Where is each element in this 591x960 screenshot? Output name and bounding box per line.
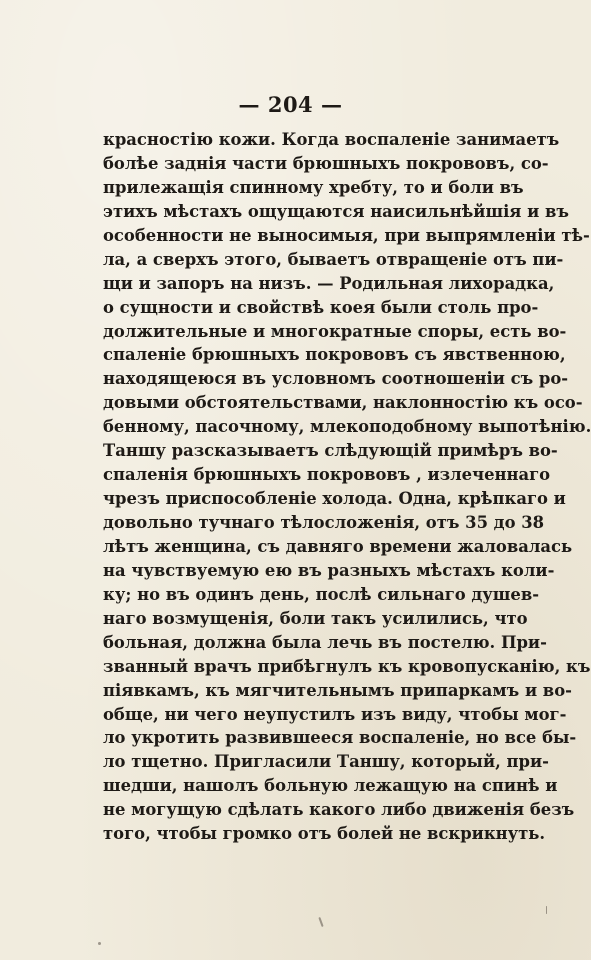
text-line: красностію кожи. Когда воспаленіе занимаетъ — [103, 130, 560, 149]
text-line: довольно тучнаго тѣлосложенія, отъ 35 до 38 — [103, 513, 545, 532]
text-line: того, чтобы громко отъ болей не вскрикнуть. — [103, 824, 546, 844]
text-line: ку; но въ одинъ день, послѣ сильнаго душев- — [103, 584, 540, 604]
text-line: піявкамъ, къ мягчительнымъ припаркамъ и во- — [103, 680, 572, 700]
text-line: о сущности и свойствѣ коея были столь про- — [103, 297, 539, 317]
text-line: щи и запоръ на низъ. — Родильная лихорадка, — [103, 273, 555, 293]
paper-speck — [318, 917, 323, 927]
text-line: обще, ни чего неупустилъ изъ виду, чтобы мог- — [103, 704, 567, 724]
paper-speck — [546, 906, 547, 914]
text-line: шедши, нашолъ больную лежащую на спинѣ и — [103, 776, 558, 796]
text-line: прилежащія спинному хребту, то и боли въ — [103, 177, 524, 197]
text-line: особенности не выносимыя, при выпрямленіи тѣ- — [103, 225, 590, 245]
text-line: ло укротить развившееся воспаленіе, но все бы- — [103, 728, 577, 748]
text-line: ла, а сверхъ этого, бываетъ отвращеніе отъ пи- — [103, 249, 564, 269]
text-line: на чувствуемую ею въ разныхъ мѣстахъ коли- — [103, 560, 555, 580]
text-line: чрезъ приспособленіе холода. Одна, крѣпкаго и — [103, 489, 566, 509]
text-line: Таншу разсказываетъ слѣдующій примѣръ во- — [103, 441, 558, 461]
text-line: должительные и многократные споры, есть во- — [103, 321, 567, 341]
text-line: бенному, пасочному, млекоподобному выпотѣнію. — [103, 417, 591, 437]
text-line: наго возмущенія, боли такъ усилились, что — [103, 608, 528, 628]
text-line: этихъ мѣстахъ ощущаются наисильнѣйшія и въ — [103, 201, 569, 221]
text-line: ло тщетно. Пригласили Таншу, который, при- — [103, 752, 549, 772]
text-line: званный врачъ прибѣгнулъ къ кровопусканію, къ — [103, 656, 591, 676]
text-line: не могущую сдѣлать какого либо движенія безъ — [103, 800, 575, 820]
text-line: лѣтъ женщина, съ давняго времени жаловалась — [103, 536, 573, 556]
text-line: находящеюся въ условномъ соотношеніи съ ро- — [103, 369, 569, 389]
paper-speck — [98, 942, 101, 945]
page-number: — 204 — — [238, 92, 343, 117]
text-line: болѣе заднія части брюшныхъ покрововъ, со- — [103, 153, 549, 173]
body-text — [103, 128, 591, 846]
text-line: спаленіе брюшныхъ покрововъ съ явственною, — [103, 345, 566, 365]
text-line: довыми обстоятельствами, наклонностію къ осо- — [103, 393, 583, 413]
text-line: спаленія брюшныхъ покрововъ , излеченнаго — [103, 465, 551, 485]
text-line: больная, должна была лечь въ постелю. При- — [103, 632, 547, 652]
